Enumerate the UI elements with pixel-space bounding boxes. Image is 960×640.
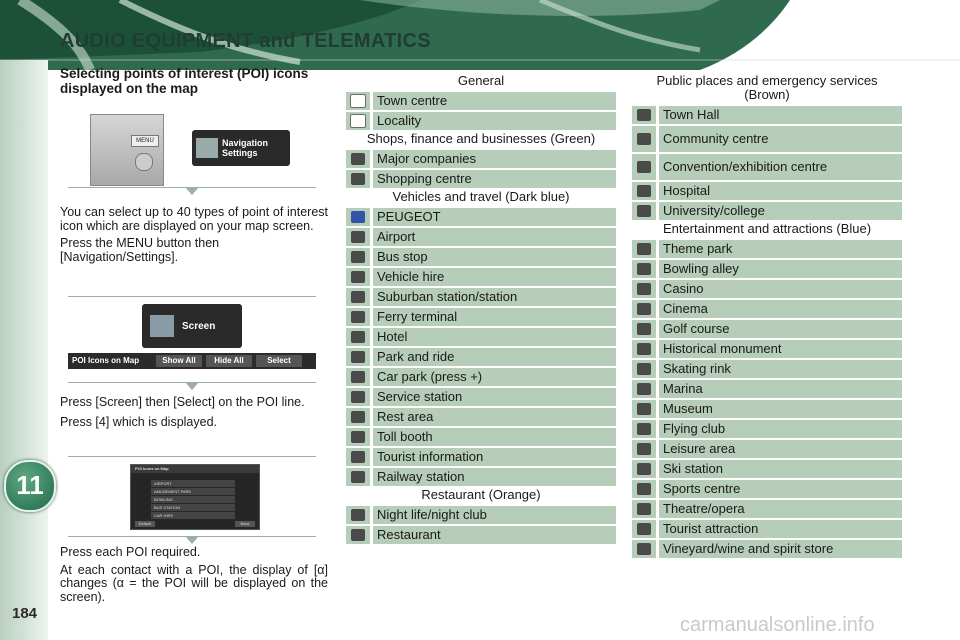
marina-icon	[632, 380, 656, 398]
poi-row-leisure-area	[632, 440, 902, 458]
poi-row-airport	[346, 228, 616, 246]
vehicle-hire-icon	[346, 268, 370, 286]
poi-label: Theme park	[659, 240, 902, 258]
poi-row-tourist-information	[346, 448, 616, 466]
golf-course-icon	[632, 320, 656, 338]
poi-label: Skating rink	[659, 360, 902, 378]
leisure-area-icon	[632, 440, 656, 458]
poi-row-town-centre	[346, 92, 616, 110]
menu-button-figure	[90, 114, 164, 186]
poi-label: PEUGEOT	[373, 208, 616, 226]
poi-row-casino	[632, 280, 902, 298]
poi-label: Theatre/opera	[659, 500, 902, 518]
peugeot-icon	[346, 208, 370, 226]
theatre-opera-icon	[632, 500, 656, 518]
group-heading: Vehicles and travel (Dark blue)	[392, 189, 570, 204]
poi-row-flying-club	[632, 420, 902, 438]
poi-row-figure	[68, 353, 316, 369]
poi-label: Night life/night club	[373, 506, 616, 524]
tourist-attraction-icon	[632, 520, 656, 538]
ferry-terminal-icon	[346, 308, 370, 326]
cinema-icon	[632, 300, 656, 318]
poi-row-university-college	[632, 202, 902, 220]
poi-row-label: POI Icons on Map	[72, 356, 140, 365]
poi-row-cinema	[632, 300, 902, 318]
poi-label: Convention/exhibition centre	[659, 154, 902, 180]
poi-label: Flying club	[659, 420, 902, 438]
flying-club-icon	[632, 420, 656, 438]
poi-label: Marina	[659, 380, 902, 398]
restaurant-icon	[346, 526, 370, 544]
instruction-block-2	[60, 396, 328, 429]
vineyard-wine-and-spirit-store-icon	[632, 540, 656, 558]
navigation-settings-figure	[192, 130, 290, 166]
poi-label: Vehicle hire	[373, 268, 616, 286]
poi-label: Town Hall	[659, 106, 902, 124]
poi-label: Historical monument	[659, 340, 902, 358]
poi-row-town-hall	[632, 106, 902, 124]
poi-row-tourist-attraction	[632, 520, 902, 538]
divider-notch	[185, 536, 199, 544]
poi-list-item: BUS STATION	[151, 504, 235, 511]
poi-row-ferry-terminal	[346, 308, 616, 326]
theme-park-icon	[632, 240, 656, 258]
town-centre-icon	[346, 92, 370, 110]
section-title: Selecting points of interest (POI) icons displayed on the map	[60, 66, 309, 96]
poi-label: Sports centre	[659, 480, 902, 498]
poi-label: Car park (press +)	[373, 368, 616, 386]
night-life-night-club-icon	[346, 506, 370, 524]
poi-list	[151, 479, 235, 520]
divider-notch	[185, 382, 199, 390]
navigation-settings-label: Navigation Settings	[222, 138, 269, 158]
poi-label: Hotel	[373, 328, 616, 346]
major-companies-icon	[346, 150, 370, 168]
poi-row-bus-stop	[346, 248, 616, 266]
divider	[68, 456, 316, 457]
poi-label: Locality	[373, 112, 616, 130]
poi-row-sports-centre	[632, 480, 902, 498]
poi-label: Restaurant	[373, 526, 616, 544]
poi-label: Town centre	[373, 92, 616, 110]
instruction-text: You can select up to 40 types of point of interest icon which are displayed on your map screen.	[60, 205, 328, 233]
group-heading: Entertainment and attractions (Blue)	[662, 221, 872, 236]
poi-row-night-life-night-club	[346, 506, 616, 524]
poi-label: Bowling alley	[659, 260, 902, 278]
toll-booth-icon	[346, 428, 370, 446]
left-column	[60, 66, 328, 96]
poi-row-park-and-ride	[346, 348, 616, 366]
hospital-icon	[632, 182, 656, 200]
divider-notch	[185, 187, 199, 195]
screen-button-label: Screen	[182, 320, 216, 332]
instruction-block-1	[60, 206, 328, 264]
instruction-text: Press [Screen] then [Select] on the POI line.	[60, 395, 305, 409]
poi-label: Museum	[659, 400, 902, 418]
service-station-icon	[346, 388, 370, 406]
menu-button-label: MENU	[131, 135, 159, 147]
poi-row-suburban-station-station	[346, 288, 616, 306]
historical-monument-icon	[632, 340, 656, 358]
select-button: Select	[256, 355, 302, 367]
poi-label: Leisure area	[659, 440, 902, 458]
instruction-text: Press [4] which is displayed.	[60, 414, 218, 429]
poi-label: Vineyard/wine and spirit store	[659, 540, 902, 558]
poi-label: Cinema	[659, 300, 902, 318]
poi-row-theatre-opera	[632, 500, 902, 518]
poi-label: Suburban station/station	[373, 288, 616, 306]
poi-row-historical-monument	[632, 340, 902, 358]
poi-row-hospital	[632, 182, 902, 200]
poi-list-item: AMUSEMENT PARK	[151, 488, 235, 495]
poi-list-figure	[130, 464, 260, 530]
page-header-title: AUDIO EQUIPMENT and TELEMATICS	[60, 30, 431, 52]
park-and-ride-icon	[346, 348, 370, 366]
poi-row-car-park-press	[346, 368, 616, 386]
poi-label: Ferry terminal	[373, 308, 616, 326]
locality-icon	[346, 112, 370, 130]
tourist-information-icon	[346, 448, 370, 466]
railway-station-icon	[346, 468, 370, 486]
side-band	[0, 60, 48, 640]
town-hall-icon	[632, 106, 656, 124]
convention-exhibition-centre-icon	[632, 154, 656, 180]
default-button: Default	[135, 521, 155, 527]
chapter-badge: 11	[4, 460, 56, 512]
poi-row-peugeot	[346, 208, 616, 226]
group-heading: Shops, finance and businesses (Green)	[366, 131, 596, 146]
ski-station-icon	[632, 460, 656, 478]
airport-icon	[346, 228, 370, 246]
group-heading: Restaurant (Orange)	[421, 487, 541, 502]
instruction-text: At each contact with a POI, the display of [α] changes (α = the POI will be displayed on the screen).	[60, 562, 328, 604]
poi-label: Rest area	[373, 408, 616, 426]
poi-row-railway-station	[346, 468, 616, 486]
poi-row-skating-rink	[632, 360, 902, 378]
page-number: 184	[12, 605, 38, 622]
poi-label: Bus stop	[373, 248, 616, 266]
suburban-station-station-icon	[346, 288, 370, 306]
poi-row-vehicle-hire	[346, 268, 616, 286]
poi-label: Park and ride	[373, 348, 616, 366]
divider	[68, 296, 316, 297]
poi-row-toll-booth	[346, 428, 616, 446]
bowling-alley-icon	[632, 260, 656, 278]
navigation-settings-icon	[196, 138, 218, 158]
poi-table-right	[632, 72, 902, 560]
show-all-button: Show All	[156, 355, 202, 367]
poi-row-theme-park	[632, 240, 902, 258]
poi-label: Tourist information	[373, 448, 616, 466]
poi-label: Hospital	[659, 182, 902, 200]
poi-label: Ski station	[659, 460, 902, 478]
poi-label: Casino	[659, 280, 902, 298]
poi-row-restaurant	[346, 526, 616, 544]
poi-label: Golf course	[659, 320, 902, 338]
instruction-text: Press the MENU button then [Navigation/Settings].	[60, 236, 220, 264]
poi-row-marina	[632, 380, 902, 398]
hide-all-button: Hide All	[206, 355, 252, 367]
poi-list-title: POI Icons on Map	[131, 465, 259, 473]
casino-icon	[632, 280, 656, 298]
poi-label: Railway station	[373, 468, 616, 486]
community-centre-icon	[632, 126, 656, 152]
poi-list-item: CAR HIRE	[151, 512, 235, 519]
poi-row-hotel	[346, 328, 616, 346]
poi-list-item: BOWLING	[151, 496, 235, 503]
poi-row-rest-area	[346, 408, 616, 426]
rest-area-icon	[346, 408, 370, 426]
poi-label: Shopping centre	[373, 170, 616, 188]
poi-row-museum	[632, 400, 902, 418]
poi-row-vineyard-wine-and-spirit-store	[632, 540, 902, 558]
bus-stop-icon	[346, 248, 370, 266]
poi-row-ski-station	[632, 460, 902, 478]
knob-icon	[135, 153, 153, 171]
group-heading: Public places and emergency services (Brown)	[656, 73, 878, 102]
poi-row-convention-exhibition-centre	[632, 154, 902, 180]
back-button: Back	[235, 521, 255, 527]
poi-list-item: AIRPORT	[151, 480, 235, 487]
poi-label: Service station	[373, 388, 616, 406]
poi-row-community-centre	[632, 126, 902, 152]
group-heading: General	[457, 73, 505, 88]
poi-label: Major companies	[373, 150, 616, 168]
poi-label: Community centre	[659, 126, 902, 152]
hotel-icon	[346, 328, 370, 346]
poi-row-service-station	[346, 388, 616, 406]
museum-icon	[632, 400, 656, 418]
car-park-press-icon	[346, 368, 370, 386]
poi-label: Airport	[373, 228, 616, 246]
instruction-text: Press each POI required.	[60, 545, 201, 559]
poi-row-major-companies	[346, 150, 616, 168]
university-college-icon	[632, 202, 656, 220]
skating-rink-icon	[632, 360, 656, 378]
poi-table-middle	[346, 72, 616, 546]
poi-label: University/college	[659, 202, 902, 220]
screen-icon	[150, 315, 174, 337]
sports-centre-icon	[632, 480, 656, 498]
watermark: carmanualsonline.info	[680, 614, 875, 636]
instruction-block-3	[60, 546, 328, 604]
poi-row-golf-course	[632, 320, 902, 338]
poi-row-shopping-centre	[346, 170, 616, 188]
poi-row-locality	[346, 112, 616, 130]
poi-row-bowling-alley	[632, 260, 902, 278]
poi-label: Tourist attraction	[659, 520, 902, 538]
shopping-centre-icon	[346, 170, 370, 188]
poi-label: Toll booth	[373, 428, 616, 446]
screen-button-figure	[142, 304, 242, 348]
